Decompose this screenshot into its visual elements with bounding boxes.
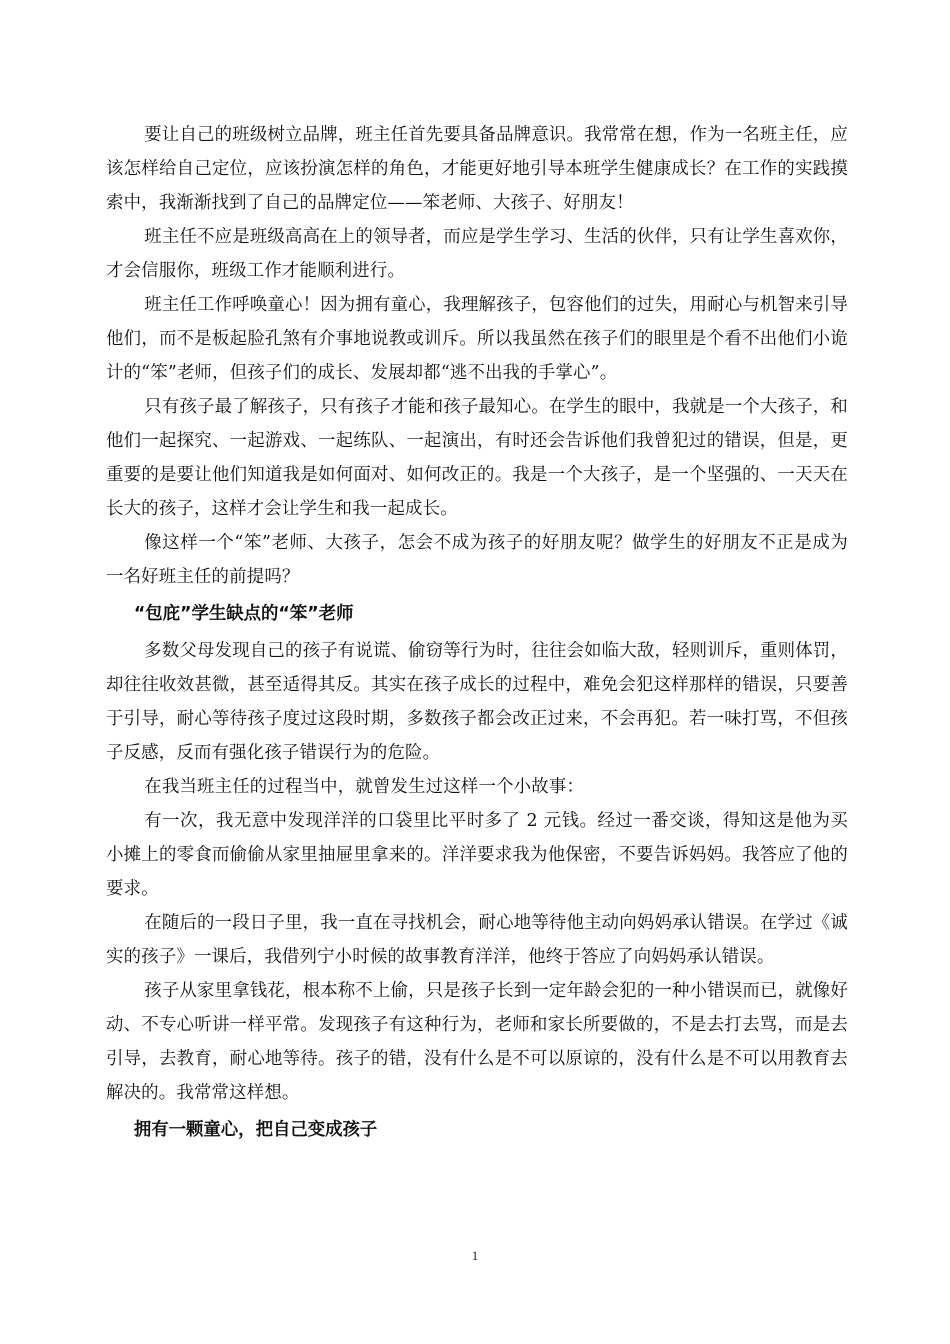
paragraph-teacher-role: 班主任不应是班级高高在上的领导者，而应是学生学习、生活的伙伴，只有让学生喜欢你，才会信服你，班级工作才能顺利进行。: [106, 227, 848, 281]
paragraph-story-reflection: 孩子从家里拿钱花，根本称不上偷，只是孩子长到一定年龄会犯的一种小错误而已，就像好动、不专心听讲一样平常。发现孩子有这种行为，老师和家长所要做的，不是去打去骂，而是去引导，去教育，耐心地等待。孩子的错，没有什么是不可以原谅的，没有什么是不可以用教育去解决的。我常常这样想。: [106, 981, 848, 1103]
page-number: 1: [471, 1248, 479, 1263]
paragraph-parents-reaction: 多数父母发现自己的孩子有说谎、偷窃等行为时，往往会如临大敌，轻则训斥，重则体罚，却往往收效甚微，甚至适得其反。其实在孩子成长的过程中，难免会犯这样那样的错误，只要善于引导，耐心等待孩子度过这段时期，多数孩子都会改正过来，不会再犯。若一味打骂，不但孩子反感，反而有强化孩子错误行为的危险。: [106, 641, 848, 763]
paragraph-brand-awareness: 要让自己的班级树立品牌，班主任首先要具备品牌意识。我常常在想，作为一名班主任，应该怎样给自己定位，应该扮演怎样的角色，才能更好地引导本班学生健康成长？在工作的实践摸索中，我渐渐找到了自己的品牌定位——笨老师、大孩子、好朋友！: [106, 125, 848, 213]
paragraph-story-waiting: 在随后的一段日子里，我一直在寻找机会，耐心地等待他主动向妈妈承认错误。在学过《诚实的孩子》一课后，我借列宁小时候的故事教育洋洋，他终于答应了向妈妈承认错误。: [106, 913, 848, 967]
section-heading-clumsy-teacher: “包庇”学生缺点的“笨”老师: [133, 604, 354, 624]
document-body: [106, 118, 848, 1150]
paragraph-good-friend: 像这样一个“笨”老师、大孩子，怎会不成为孩子的好朋友呢？做学生的好朋友不正是成为一名好班主任的前提吗？: [106, 533, 848, 587]
paragraph-story-intro: 在我当班主任的过程当中，就曾发生过这样一个小故事：: [144, 777, 585, 797]
section-heading-childlike-heart: 拥有一颗童心，把自己变成孩子: [133, 1120, 378, 1140]
paragraph-big-child: 只有孩子最了解孩子，只有孩子才能和孩子最知心。在学生的眼中，我就是一个大孩子，和他们一起探究、一起游戏、一起练队、一起演出，有时还会告诉他们我曾犯过的错误，但是，更重要的是要让他们知道我是如何面对、如何改正的。我是一个大孩子，是一个坚强的、一天天在长大的孩子，这样才会让学生和我一起成长。: [106, 397, 848, 519]
paragraph-story-money: 有一次，我无意中发现洋洋的口袋里比平时多了 2 元钱。经过一番交谈，得知这是他为买小摊上的零食而偷偷从家里抽屉里拿来的。洋洋要求我为他保密，不要告诉妈妈。我答应了他的要求。: [106, 811, 848, 899]
paragraph-childlike-heart: 班主任工作呼唤童心！因为拥有童心，我理解孩子，包容他们的过失，用耐心与机智来引导他们，而不是板起脸孔煞有介事地说教或训斥。所以我虽然在孩子们的眼里是个看不出他们小诡计的“笨”老师，但孩子们的成长、发展却都“逃不出我的手掌心”。: [106, 295, 848, 383]
